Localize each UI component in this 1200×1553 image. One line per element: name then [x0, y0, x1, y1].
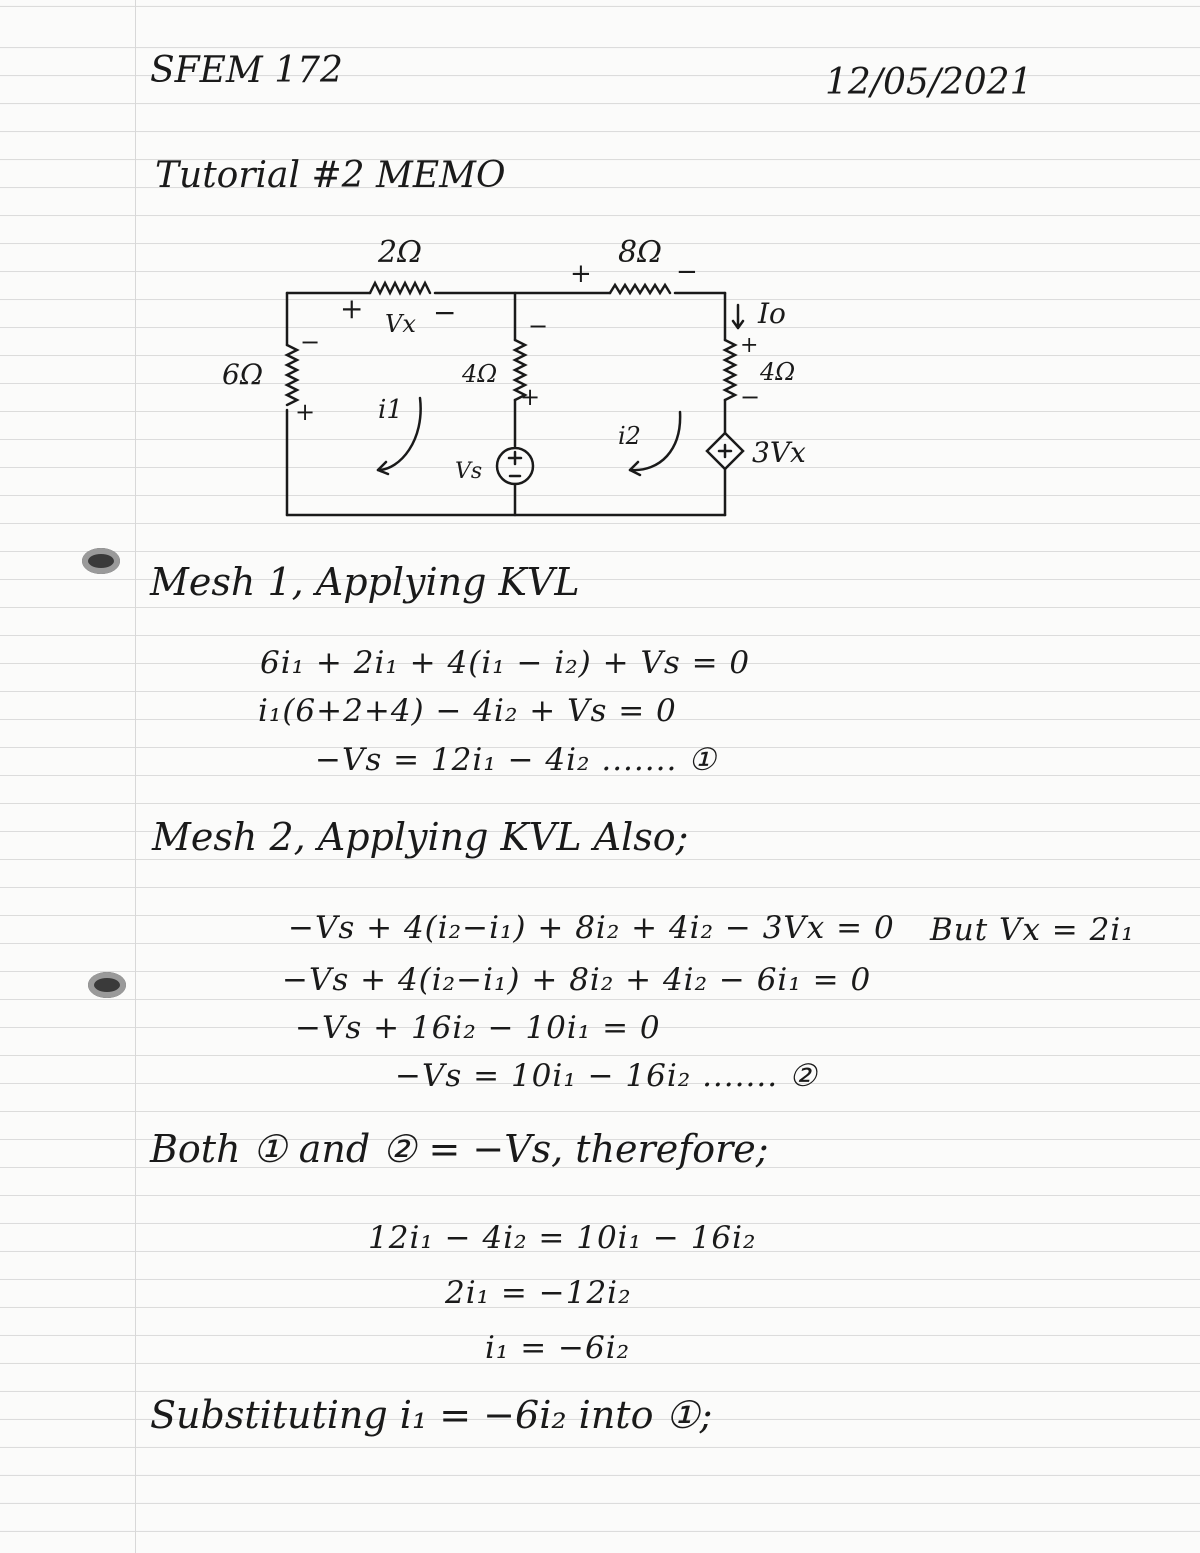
- mesh1-heading: Mesh 1, Applying KVL: [150, 560, 580, 604]
- mesh2-arrowhead: [630, 462, 640, 475]
- mesh2-eq3: −Vs + 16i₂ − 10i₁ = 0: [295, 1010, 661, 1046]
- sign-vx-minus: −: [433, 296, 457, 329]
- punch-hole-bottom: [88, 972, 126, 998]
- page-title: Tutorial #2 MEMO: [155, 155, 506, 196]
- mesh1-eq2: i₁(6+2+4) − 4i₂ + Vs = 0: [258, 693, 677, 729]
- resistor-4ohm-right: [725, 340, 735, 400]
- sign-4ohm-minus: −: [528, 312, 549, 340]
- date: 12/05/2021: [825, 62, 1033, 103]
- mesh2-eq2: −Vs + 4(i₂−i₁) + 8i₂ + 4i₂ − 6i₁ = 0: [282, 962, 872, 998]
- resistor-6ohm: [287, 345, 297, 405]
- label-io: Io: [758, 297, 786, 330]
- resistor-2ohm: [370, 283, 430, 293]
- label-i2: i2: [618, 422, 641, 450]
- circuit-diagram: [0, 0, 1200, 560]
- mesh2-eq1: −Vs + 4(i₂−i₁) + 8i₂ + 4i₂ − 3Vx = 0: [288, 910, 895, 946]
- combine-eq1: 12i₁ − 4i₂ = 10i₁ − 16i₂: [368, 1220, 757, 1256]
- label-vs: Vs: [455, 459, 483, 484]
- sign-vx-plus: +: [340, 292, 364, 325]
- sign-4ohm-right-minus: −: [740, 383, 761, 411]
- substitute-line: Substituting i₁ = −6i₂ into ①;: [150, 1393, 713, 1437]
- label-2ohm: 2Ω: [378, 235, 422, 270]
- current-arrow-io: [733, 305, 743, 328]
- label-4ohm-middle: 4Ω: [462, 360, 498, 388]
- combine-eq3: i₁ = −6i₂: [485, 1330, 631, 1366]
- combine-heading: Both ① and ② = −Vs, therefore;: [150, 1127, 769, 1171]
- sign-6ohm-plus: +: [295, 398, 316, 426]
- dep-source-sign: [719, 445, 731, 457]
- mesh1-eq1: 6i₁ + 2i₁ + 4(i₁ − i₂) + Vs = 0: [260, 645, 751, 681]
- label-6ohm: 6Ω: [222, 358, 264, 391]
- course-code: SFEM 172: [150, 50, 343, 91]
- sign-4ohm-right-plus: +: [740, 333, 759, 358]
- combine-eq2: 2i₁ = −12i₂: [445, 1275, 632, 1311]
- label-4ohm-right: 4Ω: [760, 358, 796, 386]
- vs-plus: [509, 452, 521, 464]
- label-3vx: 3Vx: [752, 436, 806, 469]
- sign-4ohm-plus: +: [520, 383, 541, 411]
- mesh2-heading: Mesh 2, Applying KVL Also;: [152, 815, 689, 859]
- mesh1-eq3: −Vs = 12i₁ − 4i₂ ....... ①: [315, 742, 717, 778]
- label-i1: i1: [378, 395, 403, 425]
- label-8ohm: 8Ω: [618, 235, 662, 270]
- sign-8ohm-plus: +: [570, 259, 592, 289]
- resistor-8ohm: [610, 285, 670, 293]
- sign-6ohm-minus: −: [300, 328, 321, 356]
- sign-8ohm-minus: −: [676, 257, 698, 287]
- label-vx: Vx: [385, 310, 416, 338]
- mesh2-eq4: −Vs = 10i₁ − 16i₂ ....... ②: [395, 1058, 818, 1094]
- mesh2-note: But Vx = 2i₁: [930, 912, 1135, 948]
